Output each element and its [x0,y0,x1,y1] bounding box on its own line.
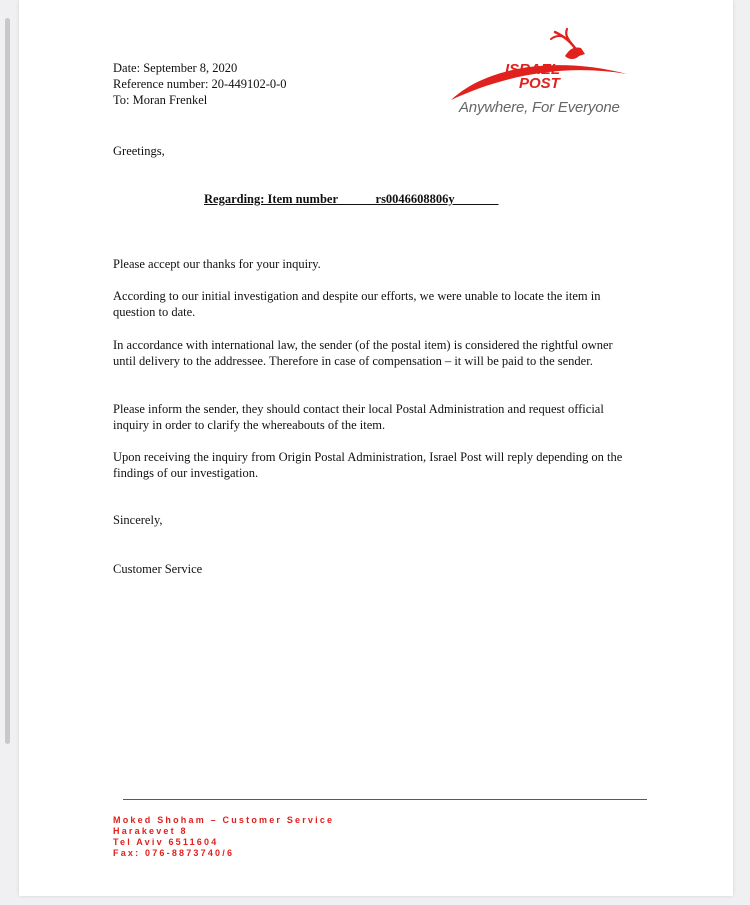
letter-header [113,60,287,108]
footer-line-2: Harakevet 8 [113,826,188,836]
signoff: Customer Service [113,562,203,576]
reference-number: Reference number: 20-449102-0-0 [113,77,287,91]
letter-date: Date: September 8, 2020 [113,61,238,75]
paragraph-1: Please accept our thanks for your inquiry. [113,257,321,271]
deer-swoosh-icon [447,26,637,101]
recipient: To: Moran Frenkel [113,93,208,107]
footer-line-1: Moked Shoham – Customer Service [113,815,335,825]
svg-text:ISRAEL: ISRAEL [505,61,561,78]
paragraph-4: Please inform the sender, they should contact their local Postal Administration and request official inquiry in order to clarify the whereabouts of the item. [113,402,604,432]
scrollbar[interactable] [5,18,10,744]
greeting: Greetings, [113,144,165,158]
paragraph-5: Upon receiving the inquiry from Origin Postal Administration, Israel Post will reply depending on the findings of our investigation. [113,450,623,480]
footer-line-3: Tel Aviv 6511604 [113,837,219,847]
regarding-line: Regarding: Item number______rs0046608806y_______ [204,192,499,206]
footer-divider [123,799,647,800]
israel-post-logo [447,26,637,122]
document-page [19,0,733,896]
paragraph-2: According to our initial investigation and despite our efforts, we were unable to locate the item in question to date. [113,289,601,319]
footer-address [113,815,334,859]
svg-text:POST: POST [519,75,560,92]
closing: Sincerely, [113,513,163,527]
footer-line-4: Fax: 076-8873740/6 [113,848,235,858]
logo-tagline: Anywhere, For Everyone [459,99,620,116]
paragraph-3: In accordance with international law, the sender (of the postal item) is considered the rightful owner until delivery to the addressee. Therefore in case of compensation – it will be paid to the sender. [113,338,613,368]
